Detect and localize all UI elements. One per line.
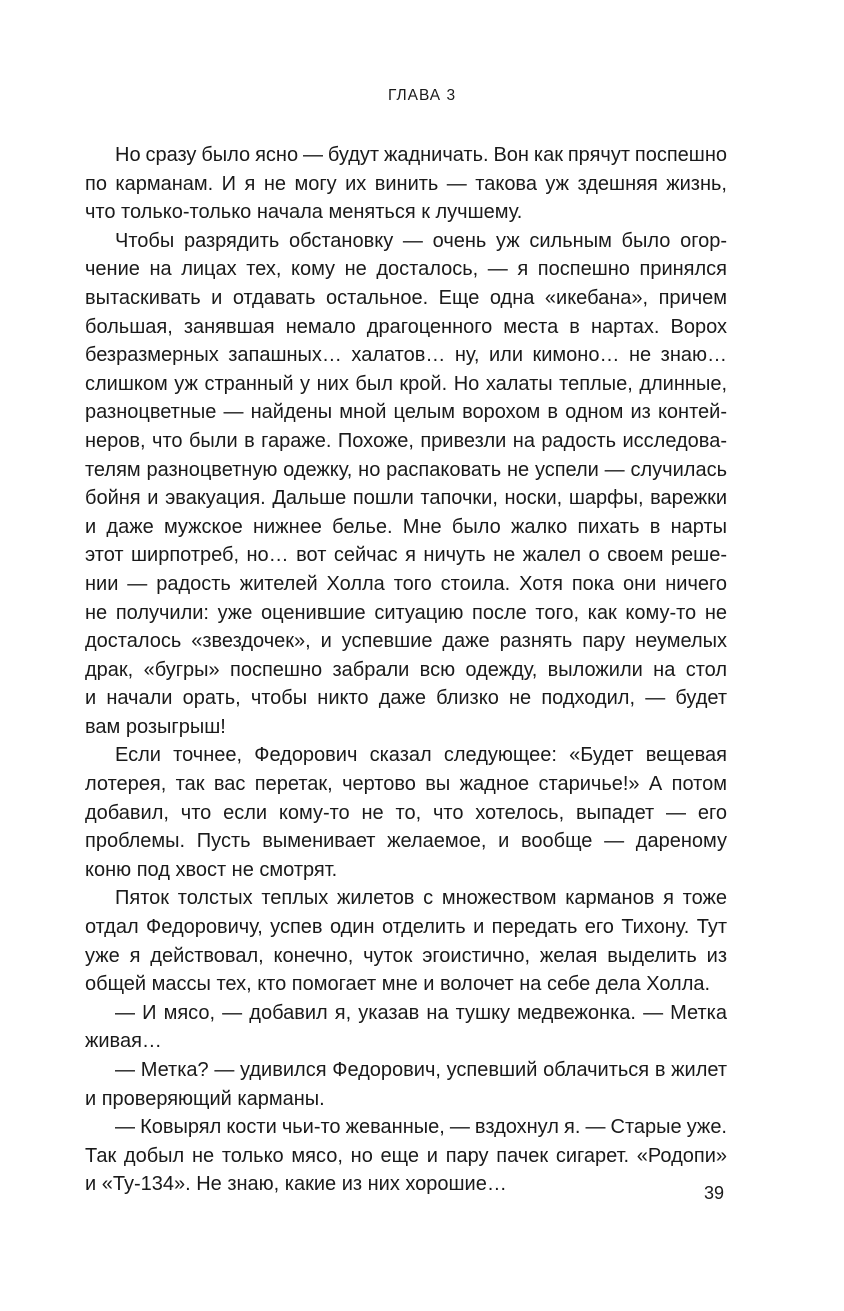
text-line: большая, занявшая немало драгоценного места в нартах. Ворох [85, 315, 727, 338]
text-line: живая… [85, 1030, 162, 1053]
text-line: и проверяющий карманы. [85, 1087, 325, 1110]
paragraph [85, 1113, 727, 1199]
text-line: слишком уж странный у них был крой. Но халаты теплые, длинные, [85, 372, 727, 395]
text-line: Чтобы разрядить обстановку — очень уж сильным было огор- [115, 229, 727, 252]
text-line: досталось «звездочек», и успевшие даже разнять пару неумелых [85, 630, 727, 653]
paragraph [85, 141, 727, 227]
text-line: и начали орать, чтобы никто даже близко не подходил, — будет [85, 687, 727, 710]
text-line: по карманам. И я не могу их винить — такова уж здешняя жизнь, [85, 172, 727, 195]
text-line: уже я действовал, конечно, чуток эгоистично, желая выделить из [85, 944, 727, 967]
text-line: бойня и эвакуация. Дальше пошли тапочки, носки, шарфы, варежки [85, 487, 727, 510]
body-text [85, 141, 727, 1199]
text-line: нии — радость жителей Холла того стоила. Хотя пока они ничего [85, 572, 727, 595]
text-line: неров, что были в гараже. Похоже, привезли на радость исследова- [85, 429, 727, 452]
text-line: вам розыгрыш! [85, 715, 226, 738]
text-line: проблемы. Пусть выменивает желаемое, и вообще — дареному [85, 830, 727, 853]
text-line: телям разноцветную одежку, но распаковать не успели — случилась [85, 458, 727, 481]
text-line: Пяток толстых теплых жилетов с множеством карманов я тоже [115, 887, 727, 910]
running-head: ГЛАВА 3 [387, 87, 457, 104]
text-line: вытаскивать и отдавать остальное. Еще одна «икебана», причем [85, 286, 727, 309]
text-line: Так добыл не только мясо, но еще и пару пачек сигарет. «Родопи» [85, 1144, 727, 1167]
text-line: драк, «бугры» поспешно забрали всю одежду, выложили на стол [85, 658, 727, 681]
text-line: чение на лицах тех, кому не досталось, — я поспешно принялся [85, 258, 727, 281]
paragraph [85, 884, 727, 998]
text-line: — И мясо, — добавил я, указав на тушку медвежонка. — Метка [115, 1001, 727, 1024]
text-line: лотерея, так вас перетак, чертово вы жадное старичье!» А потом [85, 773, 727, 796]
text-line: — Ковырял кости чьи-то жеванные, — вздохнул я. — Старые уже. [115, 1116, 727, 1139]
page-number: 39 [703, 1183, 724, 1203]
text-line: — Метка? — удивился Федорович, успевший облачиться в жилет [115, 1059, 727, 1081]
text-line: общей массы тех, кто помогает мне и волочет на себе дела Холла. [85, 973, 711, 996]
text-line: отдал Федоровичу, успев один отделить и передать его Тихону. Тут [85, 916, 727, 939]
text-line: Но сразу было ясно — будут жадничать. Вон как прячут поспешно [115, 144, 727, 166]
text-line: добавил, что если кому-то не то, что хотелось, выпадет — его [85, 801, 727, 824]
paragraph [85, 741, 727, 884]
paragraph [85, 999, 727, 1056]
text-line: и даже мужское нижнее белье. Мне было жалко пихать в нарты [85, 515, 727, 538]
text-line: Если точнее, Федорович сказал следующее: «Будет вещевая [115, 744, 727, 767]
text-line: коню под хвост не смотрят. [85, 858, 338, 881]
paragraph [85, 227, 727, 742]
text-line: и «Ту-134». Не знаю, какие из них хорошие… [85, 1173, 507, 1196]
text-line: разноцветные — найдены мной целым ворохом в одном из контей- [85, 401, 727, 424]
paragraph [85, 1056, 727, 1113]
text-line: этот ширпотреб, но… вот сейчас я ничуть не жалел о своем реше- [85, 544, 727, 567]
text-line: не получили: уже оценившие ситуацию после того, как кому-то не [85, 601, 727, 624]
text-line: что только-только начала меняться к лучшему. [85, 201, 523, 224]
text-line: безразмерных запашных… халатов… ну, или кимоно… не знаю… [85, 344, 727, 367]
